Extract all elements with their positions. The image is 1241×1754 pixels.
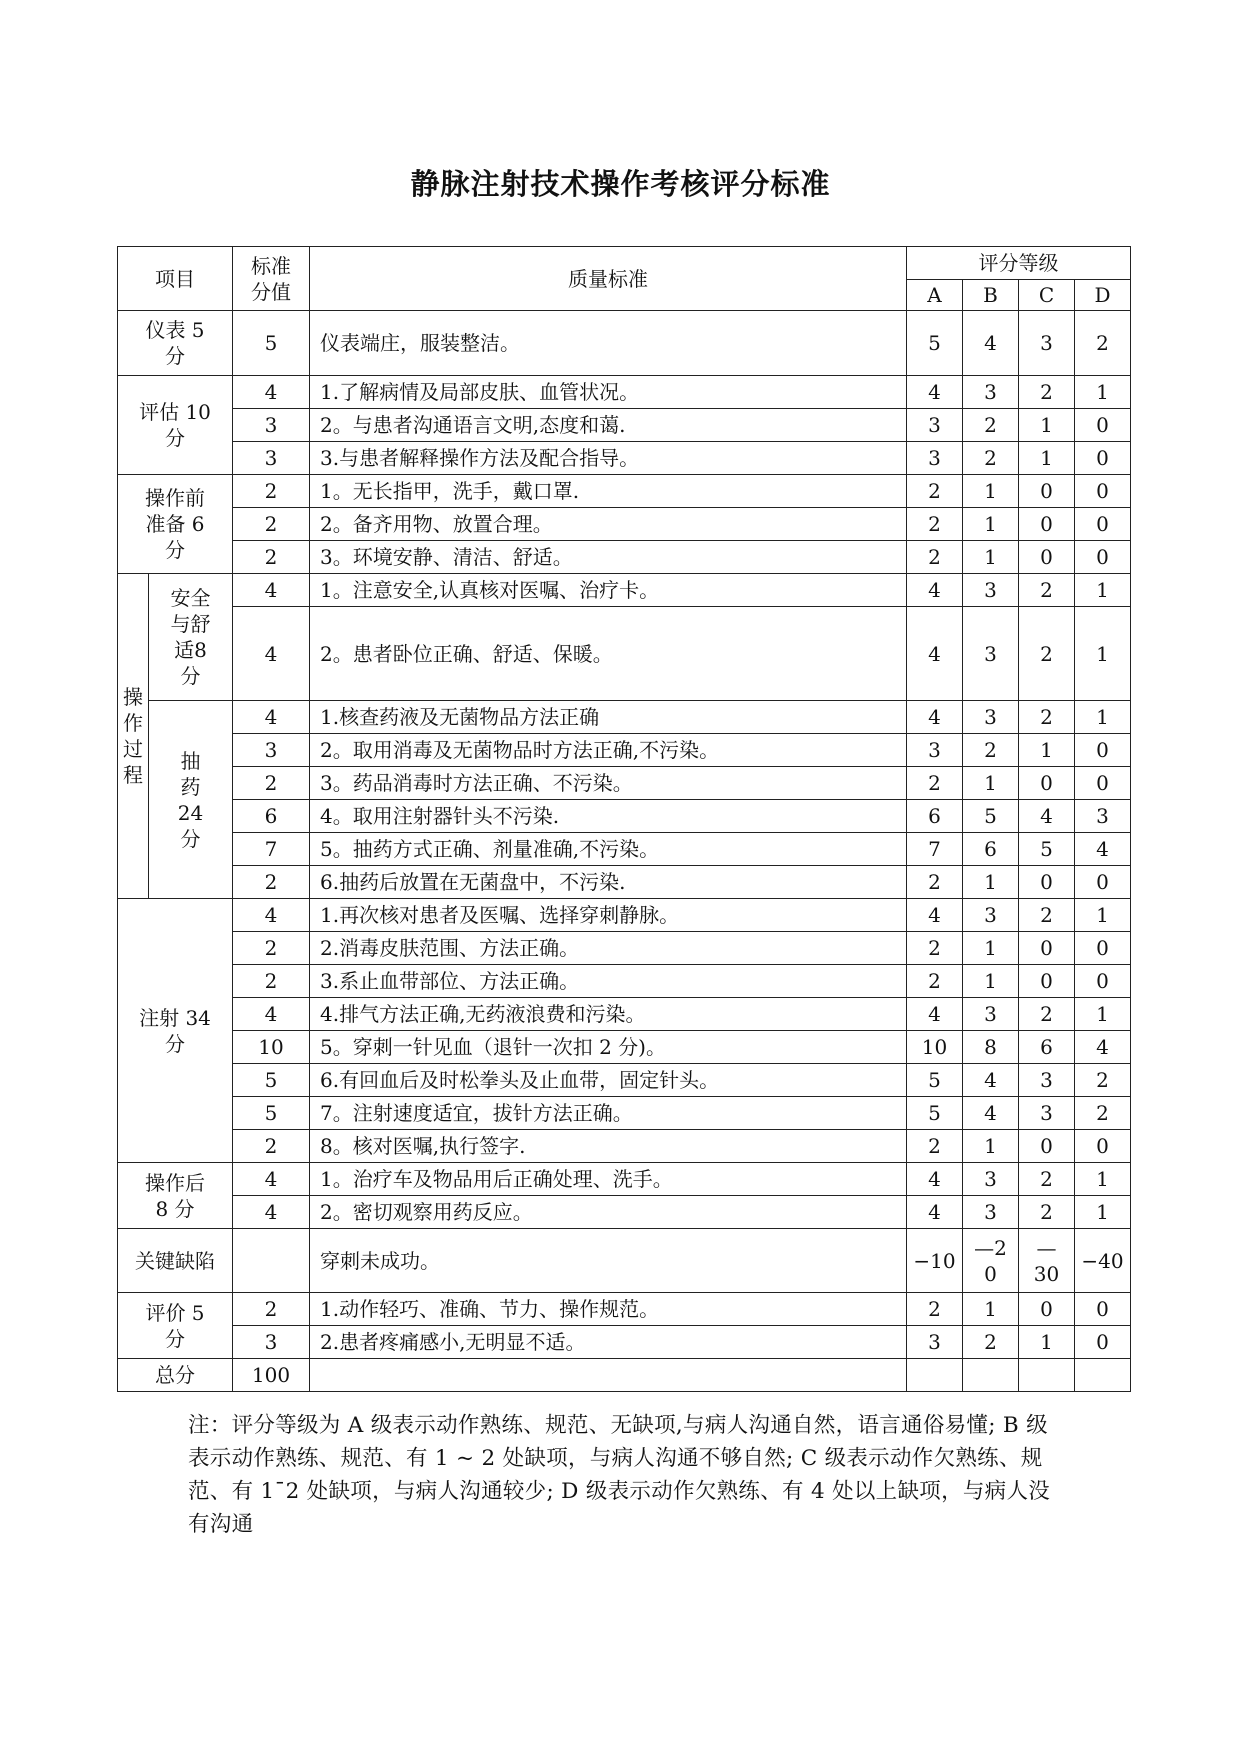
scoring-table: [117, 246, 1131, 1392]
header-grade-c: C: [1019, 280, 1075, 311]
section-label: 操 作 过 程: [118, 574, 149, 899]
header-item: 项目: [118, 247, 233, 311]
header-grade-d: D: [1075, 280, 1131, 311]
table-row: 3 2。取用消毒及无菌物品时方法正确,不污染。 3 2 1 0: [118, 734, 1131, 767]
table-row: 抽 药 24 分 4 1.核查药液及无菌物品方法正确 4 3 2 1: [118, 701, 1131, 734]
table-row: 2 2.消毒皮肤范围、方法正确。 2 1 0 0: [118, 932, 1131, 965]
table-row: 2 3.系止血带部位、方法正确。 2 1 0 0: [118, 965, 1131, 998]
section-label: 评价 5 分: [118, 1293, 233, 1359]
footnote: 注：评分等级为 A 级表示动作熟练、规范、无缺项,与病人沟通自然，语言通俗易懂; B 级表示动作熟练、规范、有 1 ~ 2 处缺项，与病人沟通不够自然; C 级表示动作欠熟练、规范、有 1¯2 处缺项，与病人沟通较少; D 级表示动作欠熟练、有 4 处以上缺项，与病人没有沟通: [188, 1413, 1051, 1537]
table-row: 关键缺陷 穿刺未成功。 −10 —2 0 — 30 −40: [118, 1229, 1131, 1293]
section-label: 操作前 准备 6 分: [118, 475, 233, 574]
header-grade: 评分等级: [907, 247, 1131, 280]
header-grade-b: B: [963, 280, 1019, 311]
table-row: 注射 34 分 4 1.再次核对患者及医嘱、选择穿刺静脉。 4 3 2 1: [118, 899, 1131, 932]
section-label: 注射 34 分: [118, 899, 233, 1163]
table-row: 操作前 准备 6 分 2 1。无长指甲，洗手，戴口罩. 2 1 0 0: [118, 475, 1131, 508]
table-row: 2 2。备齐用物、放置合理。 2 1 0 0: [118, 508, 1131, 541]
subsection-label: 抽 药 24 分: [149, 701, 233, 899]
table-row: 评估 10 分 4 1.了解病情及局部皮肤、血管状况。 4 3 2 1: [118, 376, 1131, 409]
table-row: [118, 1359, 1131, 1392]
table-row: 2 6.抽药后放置在无菌盘中，不污染. 2 1 0 0: [118, 866, 1131, 899]
table-row: 5 7。注射速度适宜，拔针方法正确。 5 4 3 2: [118, 1097, 1131, 1130]
table-row: 2 8。核对医嘱,执行签字. 2 1 0 0: [118, 1130, 1131, 1163]
table-row: 2 3。药品消毒时方法正确、不污染。 2 1 0 0: [118, 767, 1131, 800]
header-quality: 质量标准: [310, 247, 907, 311]
table-row: 评价 5 分 2 1.动作轻巧、准确、节力、操作规范。 2 1 0 0: [118, 1293, 1131, 1326]
table-row: 4 2。密切观察用药反应。 4 3 2 1: [118, 1196, 1131, 1229]
table-row: 10 5。穿刺一针见血（退针一次扣 2 分)。 10 8 6 4: [118, 1031, 1131, 1064]
section-label: 评估 10 分: [118, 376, 233, 475]
subsection-label: 安全 与舒 适8 分: [149, 574, 233, 701]
page-title: 静脉注射技术操作考核评分标准: [410, 167, 831, 201]
table-row: 7 5。抽药方式正确、剂量准确,不污染。 7 6 5 4: [118, 833, 1131, 866]
table-row: 3 2.患者疼痛感小,无明显不适。 3 2 1 0: [118, 1326, 1131, 1359]
table-row: 4 4.排气方法正确,无药液浪费和污染。 4 3 2 1: [118, 998, 1131, 1031]
table-row: 2 3。环境安静、清洁、舒适。 2 1 0 0: [118, 541, 1131, 574]
table-row: 操 作 过 程 安全 与舒 适8 分 4 1。注意安全,认真核对医嘱、治疗卡。 4 3 2 1: [118, 574, 1131, 607]
section-label: 仪表 5 分: [118, 311, 233, 376]
table-row: 操作后 8 分 4 1。治疗车及物品用后正确处理、洗手。 4 3 2 1: [118, 1163, 1131, 1196]
header-grade-a: A: [907, 280, 963, 311]
table-row: 3 2。与患者沟通语言文明,态度和蔼. 3 2 1 0: [118, 409, 1131, 442]
section-label: 操作后 8 分: [118, 1163, 233, 1229]
total-label: 总分: [118, 1359, 233, 1392]
table-row: 仪表 5 分 5 仪表端庄，服装整洁。 5 4 3 2: [118, 311, 1131, 376]
section-label: 关键缺陷: [118, 1229, 233, 1293]
header-score: 标准 分值: [233, 247, 310, 311]
table-row: 6 4。取用注射器针头不污染. 6 5 4 3: [118, 800, 1131, 833]
table-row: 3 3.与患者解释操作方法及配合指导。 3 2 1 0: [118, 442, 1131, 475]
table-row: 5 6.有回血后及时松拳头及止血带，固定针头。 5 4 3 2: [118, 1064, 1131, 1097]
total-score: 100: [233, 1359, 310, 1392]
table-row: 4 2。患者卧位正确、舒适、保暖。 4 3 2 1: [118, 607, 1131, 701]
